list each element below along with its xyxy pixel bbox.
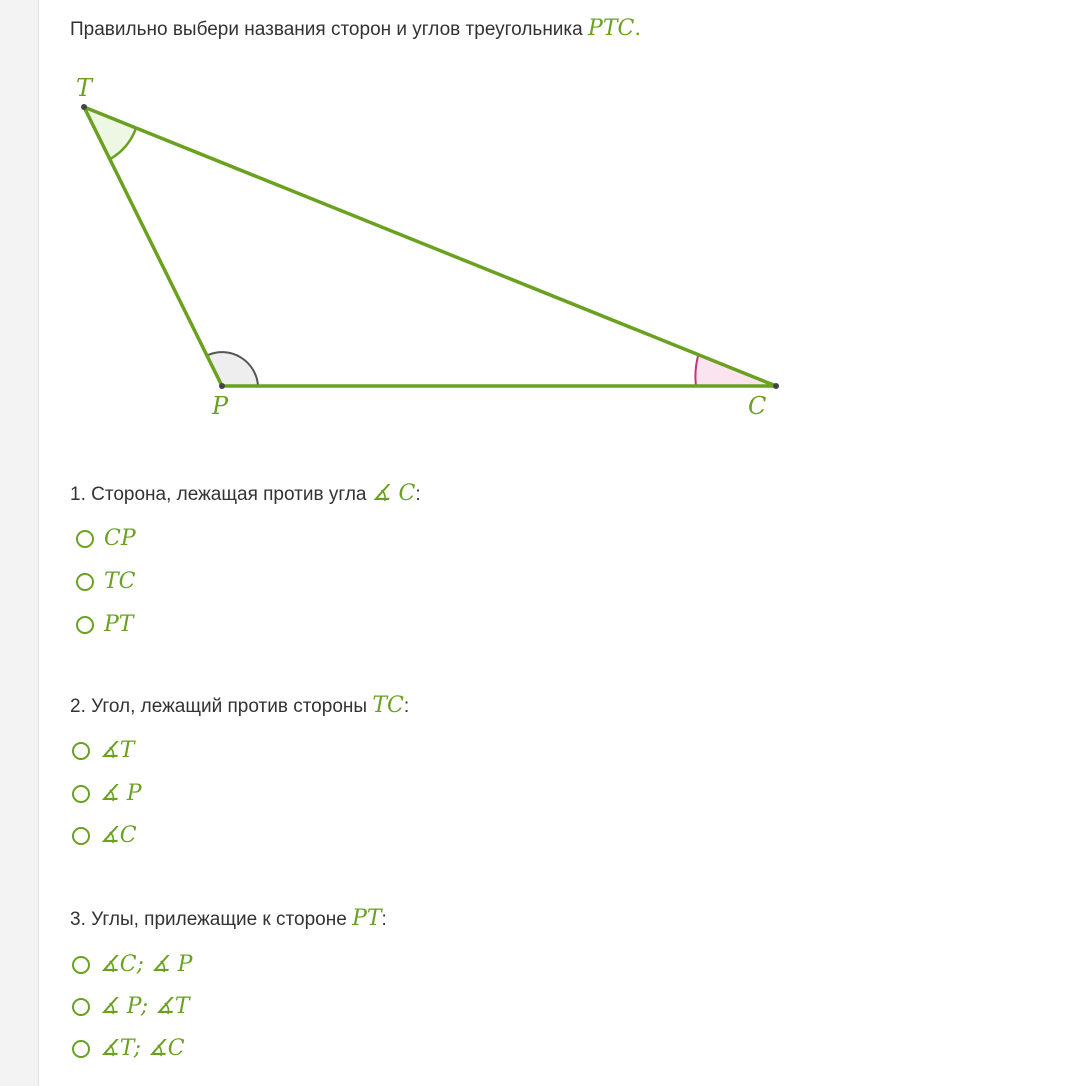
triangle-diagram [0,0,1080,460]
task-title-end: . [634,16,642,40]
radio-button[interactable] [72,956,90,974]
question-3-text: 3. Углы, прилежащие к стороне [70,909,353,930]
q2-option-3-label: ∡C [100,823,137,848]
q1-option-3[interactable] [76,610,133,640]
radio-button[interactable] [72,827,90,845]
radio-button[interactable] [76,616,94,634]
label-P: P [212,392,229,420]
label-T: T [76,74,93,102]
triangle-PTC [84,107,776,386]
question-3-math: PT [352,906,382,931]
question-2-end: : [403,696,410,717]
angle-T-marker [84,107,136,159]
q3-option-1[interactable] [72,950,192,980]
q1-option-2-label: TC [104,569,136,594]
question-1-math: ∡ C [371,481,416,506]
question-1-text: 1. Сторона, лежащая против угла [70,484,372,505]
radio-button[interactable] [72,1040,90,1058]
q3-option-1-label: ∡C; ∡ P [100,952,193,977]
task-title-math: PTC [588,16,635,41]
q3-option-3[interactable] [72,1034,185,1064]
radio-button[interactable] [72,742,90,760]
task-title-text: Правильно выбери названия сторон и углов треугольника [70,19,589,40]
q1-option-3-label: PT [104,612,134,637]
q2-option-2-label: ∡ P [100,781,142,806]
question-2-text: 2. Угол, лежащий против стороны [70,696,373,717]
q3-option-3-label: ∡T; ∡C [100,1036,185,1061]
question-1-end: : [415,484,421,505]
q1-option-2[interactable] [76,567,136,597]
radio-button[interactable] [72,785,90,803]
vertex-C [773,383,779,389]
question-2 [70,692,409,721]
q1-option-1[interactable] [76,524,136,554]
question-2-math: TC [372,693,404,718]
radio-button[interactable] [72,998,90,1016]
radio-button[interactable] [76,530,94,548]
q2-option-1[interactable] [72,736,134,766]
q2-option-3[interactable] [72,821,137,851]
q2-option-2[interactable] [72,779,142,809]
task-title [70,14,641,44]
vertex-T [81,104,87,110]
vertex-P [219,383,225,389]
label-C: C [748,392,767,420]
radio-button[interactable] [76,573,94,591]
q1-option-1-label: CP [104,526,136,551]
q2-option-1-label: ∡T [100,738,135,763]
q3-option-2-label: ∡ P; ∡T [100,994,190,1019]
question-3 [70,905,387,934]
question-3-end: : [381,909,387,930]
q3-option-2[interactable] [72,992,190,1022]
question-1 [70,480,421,509]
